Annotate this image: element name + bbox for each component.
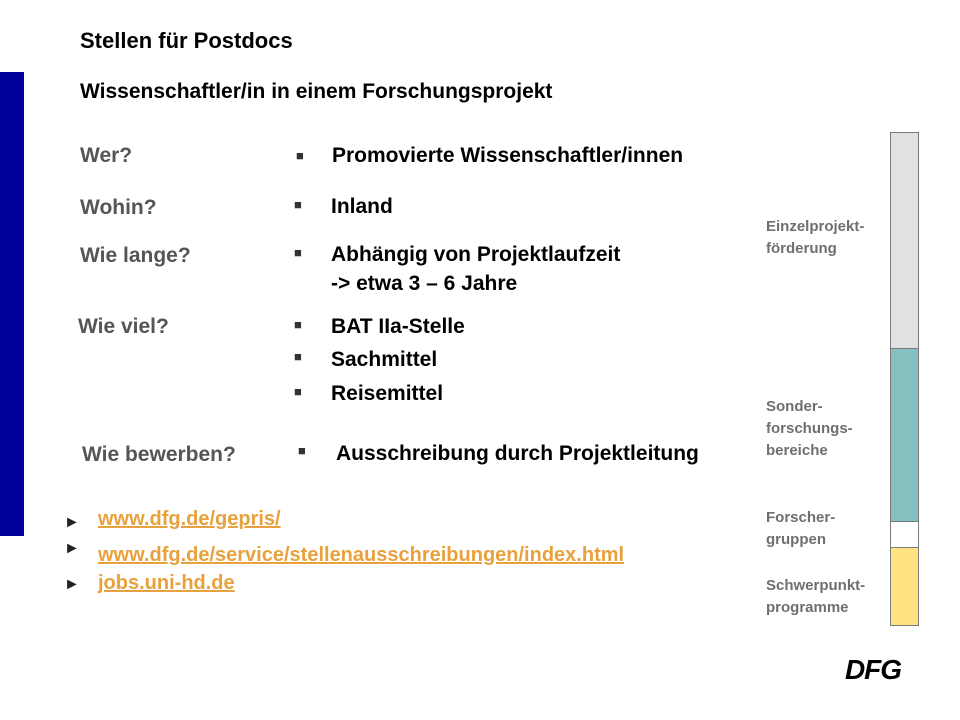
triangle-bullet-icon: ► (64, 576, 80, 593)
link-jobs-uni-hd[interactable]: jobs.uni-hd.de (98, 572, 235, 594)
square-bullet-icon: ■ (296, 148, 304, 163)
programme-label-forschergruppen: Forscher- gruppen (766, 509, 836, 548)
answer-wie-viel-3: Reisemittel (331, 382, 444, 405)
triangle-bullet-icon: ► (64, 540, 80, 557)
square-bullet-icon: ■ (298, 443, 306, 458)
answer-wie-lange-2: -> etwa 3 – 6 Jahre (331, 272, 518, 295)
programme-bar-sonderforschungsbereiche (890, 348, 919, 522)
programme-bar-forschergruppen (890, 521, 919, 548)
square-bullet-icon: ■ (294, 384, 302, 399)
programme-bar-einzelprojekt (890, 132, 919, 349)
question-wie-lange: Wie lange? (80, 244, 191, 267)
answer-wer: Promovierte Wissenschaftler/innen (332, 144, 684, 167)
answer-wohin: Inland (331, 195, 393, 218)
programme-label-einzelprojekt: Einzelprojekt- förderung (766, 218, 865, 257)
square-bullet-icon: ■ (294, 245, 302, 260)
square-bullet-icon: ■ (294, 349, 302, 364)
answer-wie-lange-1: Abhängig von Projektlaufzeit (331, 243, 621, 266)
triangle-bullet-icon: ► (64, 514, 80, 531)
answer-wie-viel-2: Sachmittel (331, 348, 438, 371)
question-wie-bewerben: Wie bewerben? (82, 443, 236, 466)
page-title: Stellen für Postdocs (80, 28, 293, 53)
programme-label-schwerpunktprogramme: Schwerpunkt- programme (766, 577, 866, 616)
programme-label-sonderforschungsbereiche: Sonder- forschungs- bereiche (766, 398, 853, 459)
link-stellenausschreibungen[interactable]: www.dfg.de/service/stellenausschreibungen/index.html (98, 544, 625, 566)
question-wohin: Wohin? (80, 196, 157, 219)
programme-bar-schwerpunktprogramme (890, 547, 919, 626)
question-wie-viel: Wie viel? (78, 315, 169, 338)
dfg-logo-text: DFG (844, 655, 902, 683)
answer-wie-bewerben: Ausschreibung durch Projektleitung (336, 442, 699, 465)
answer-wie-viel-1: BAT IIa-Stelle (331, 315, 465, 338)
square-bullet-icon: ■ (294, 197, 302, 212)
page-subtitle: Wissenschaftler/in in einem Forschungsprojekt (80, 80, 553, 103)
square-bullet-icon: ■ (294, 317, 302, 332)
side-accent-bar (0, 72, 24, 536)
question-wer: Wer? (80, 144, 133, 167)
dfg-logo (838, 655, 908, 683)
link-gepris[interactable]: www.dfg.de/gepris/ (98, 508, 281, 530)
